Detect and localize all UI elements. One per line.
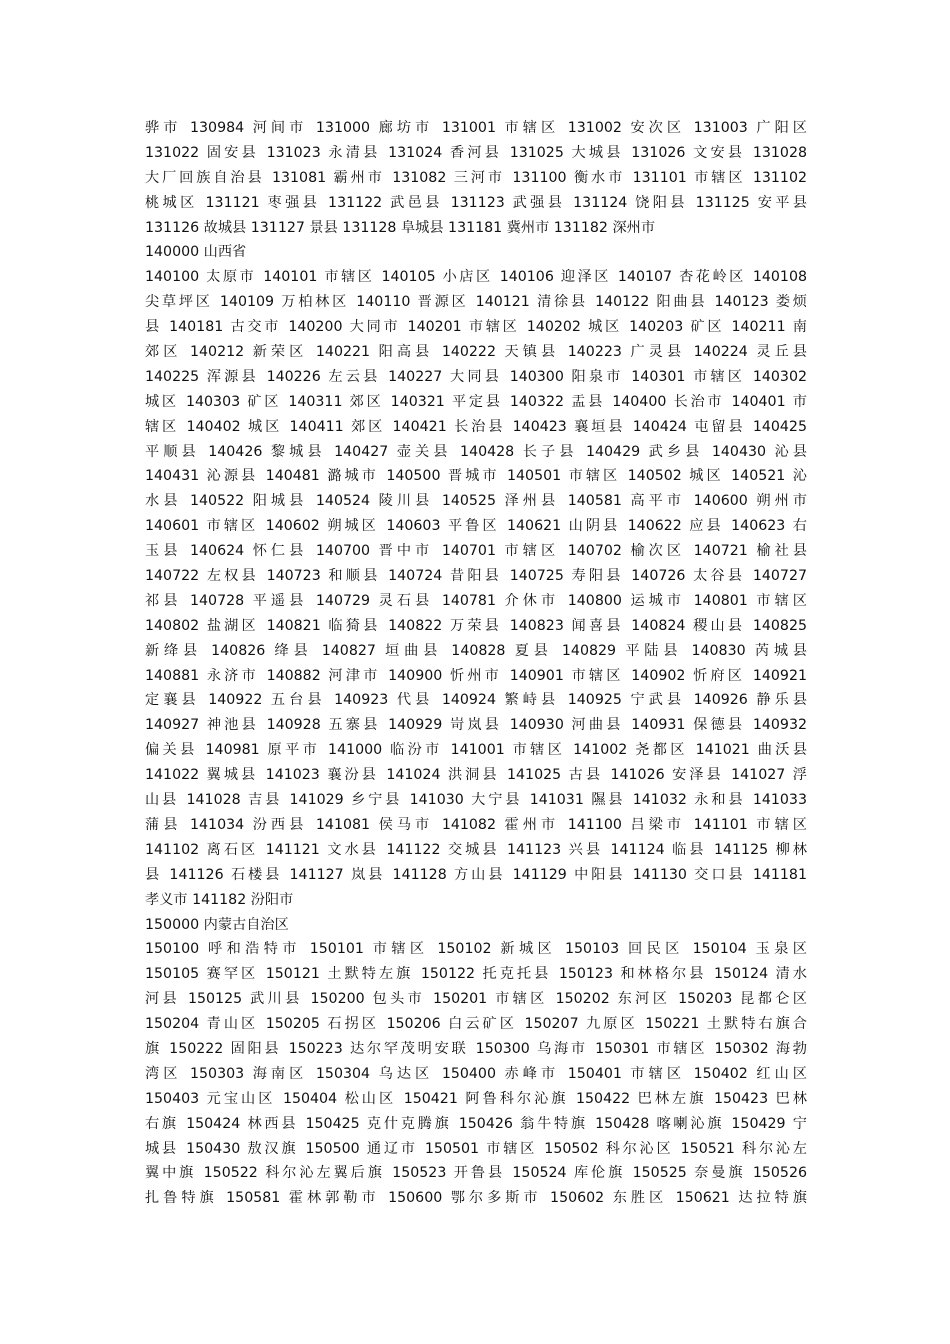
- text-line: 城区 140303 矿区 140311 郊区 140321 平定县 140322 盂县 140400 长治市 140401 市: [145, 393, 807, 410]
- text-line: 骅市 130984 河间市 131000 廊坊市 131001 市辖区 131002 安次区 131003 广阳区: [145, 120, 807, 136]
- text-line: 县 141126 石楼县 141127 岚县 141128 方山县 141129 中阳县 141130 交口县 141181: [145, 866, 807, 883]
- text-line: 城县 150430 敖汉旗 150500 通辽市 150501 市辖区 150502 科尔沁区 150521 科尔沁左: [145, 1140, 807, 1157]
- text-line: 140100 太原市 140101 市辖区 140105 小店区 140106 迎泽区 140107 杏花岭区 140108: [145, 269, 807, 286]
- text-line: 河县 150125 武川县 150200 包头市 150201 市辖区 150202 东河区 150203 昆都仑区: [145, 991, 807, 1008]
- text-line: 平顺县 140426 黎城县 140427 壶关县 140428 长子县 140429 武乡县 140430 沁县: [145, 443, 807, 460]
- text-line: 140722 左权县 140723 和顺县 140724 昔阳县 140725 寿阳县 140726 太谷县 140727: [145, 568, 807, 585]
- text-line: 玉县 140624 怀仁县 140700 晋中市 140701 市辖区 140702 榆次区 140721 榆社县: [145, 543, 807, 560]
- text-line: 140601 市辖区 140602 朔城区 140603 平鲁区 140621 山阴县 140622 应县 140623 右: [145, 518, 807, 535]
- text-line: 扎鲁特旗 150581 霍林郭勒市 150600 鄂尔多斯市 150602 东胜区 150621 达拉特旗: [145, 1190, 807, 1207]
- text-line: 湾区 150303 海南区 150304 乌达区 150400 赤峰市 150401 市辖区 150402 红山区: [145, 1065, 807, 1082]
- text-line: 140000 山西省: [145, 244, 247, 261]
- text-line: 131126 故城县 131127 景县 131128 阜城县 131181 冀州市 131182 深州市: [145, 219, 656, 236]
- text-line: 定襄县 140922 五台县 140923 代县 140924 繁峙县 140925 宁武县 140926 静乐县: [145, 692, 807, 709]
- text-line: 150105 赛罕区 150121 土默特左旗 150122 托克托县 150123 和林格尔县 150124 清水: [145, 966, 807, 983]
- text-line: 131022 固安县 131023 永清县 131024 香河县 131025 大城县 131026 文安县 131028: [145, 144, 807, 161]
- text-line: 水县 140522 阳城县 140524 陵川县 140525 泽州县 140581 高平市 140600 朔州市: [145, 493, 807, 510]
- text-line: 140225 浑源县 140226 左云县 140227 大同县 140300 阳泉市 140301 市辖区 140302: [145, 368, 807, 385]
- text-line: 140927 神池县 140928 五寨县 140929 岢岚县 140930 河曲县 140931 保德县 140932: [145, 717, 807, 734]
- text-line: 翼中旗 150522 科尔沁左翼后旗 150523 开鲁县 150524 库伦旗 150525 奈曼旗 150526: [145, 1165, 807, 1182]
- text-line: 县 140181 古交市 140200 大同市 140201 市辖区 140202 城区 140203 矿区 140211 南: [145, 319, 807, 336]
- text-line: 辖区 140402 城区 140411 郊区 140421 长治县 140423 襄垣县 140424 屯留县 140425: [145, 418, 807, 435]
- text-line: 150100 呼和浩特市 150101 市辖区 150102 新城区 150103 回民区 150104 玉泉区: [145, 941, 807, 958]
- text-line: 140431 沁源县 140481 潞城市 140500 晋城市 140501 市辖区 140502 城区 140521 沁: [145, 468, 807, 485]
- text-line: 山县 141028 吉县 141029 乡宁县 141030 大宁县 141031 隰县 141032 永和县 141033: [145, 792, 807, 809]
- text-line: 右旗 150424 林西县 150425 克什克腾旗 150426 翁牛特旗 150428 喀喇沁旗 150429 宁: [145, 1115, 807, 1132]
- text-line: 大厂回族自治县 131081 霸州市 131082 三河市 131100 衡水市 131101 市辖区 131102: [145, 169, 807, 186]
- text-line: 150403 元宝山区 150404 松山区 150421 阿鲁科尔沁旗 150422 巴林左旗 150423 巴林: [145, 1090, 807, 1107]
- text-line: 150204 青山区 150205 石拐区 150206 白云矿区 150207 九原区 150221 土默特右旗合: [145, 1016, 807, 1033]
- text-line: 140881 永济市 140882 河津市 140900 忻州市 140901 市辖区 140902 忻府区 140921: [145, 667, 807, 684]
- document-body: [145, 116, 807, 1211]
- text-line: 偏关县 140981 原平市 141000 临汾市 141001 市辖区 141002 尧都区 141021 曲沃县: [145, 742, 807, 759]
- text-line: 孝义市 141182 汾阳市: [145, 891, 294, 908]
- text-line: 郊区 140212 新荣区 140221 阳高县 140222 天镇县 140223 广灵县 140224 灵丘县: [145, 344, 807, 361]
- text-line: 140802 盐湖区 140821 临猗县 140822 万荣县 140823 闻喜县 140824 稷山县 140825: [145, 617, 807, 634]
- text-line: 祁县 140728 平遥县 140729 灵石县 140781 介休市 140800 运城市 140801 市辖区: [145, 592, 807, 609]
- text-line: 141022 翼城县 141023 襄汾县 141024 洪洞县 141025 古县 141026 安泽县 141027 浮: [145, 767, 807, 784]
- text-line: 新绛县 140826 绛县 140827 垣曲县 140828 夏县 140829 平陆县 140830 芮城县: [145, 642, 807, 659]
- text-line: 桃城区 131121 枣强县 131122 武邑县 131123 武强县 131124 饶阳县 131125 安平县: [145, 194, 807, 211]
- text-line: 141102 离石区 141121 文水县 141122 交城县 141123 兴县 141124 临县 141125 柳林: [145, 841, 807, 858]
- text-line: 150000 内蒙古自治区: [145, 916, 289, 933]
- text-line: 尖草坪区 140109 万柏林区 140110 晋源区 140121 清徐县 140122 阳曲县 140123 娄烦: [145, 294, 807, 311]
- text-line: 旗 150222 固阳县 150223 达尔罕茂明安联 150300 乌海市 150301 市辖区 150302 海勃: [145, 1040, 807, 1057]
- text-line: 蒲县 141034 汾西县 141081 侯马市 141082 霍州市 141100 吕梁市 141101 市辖区: [145, 816, 807, 833]
